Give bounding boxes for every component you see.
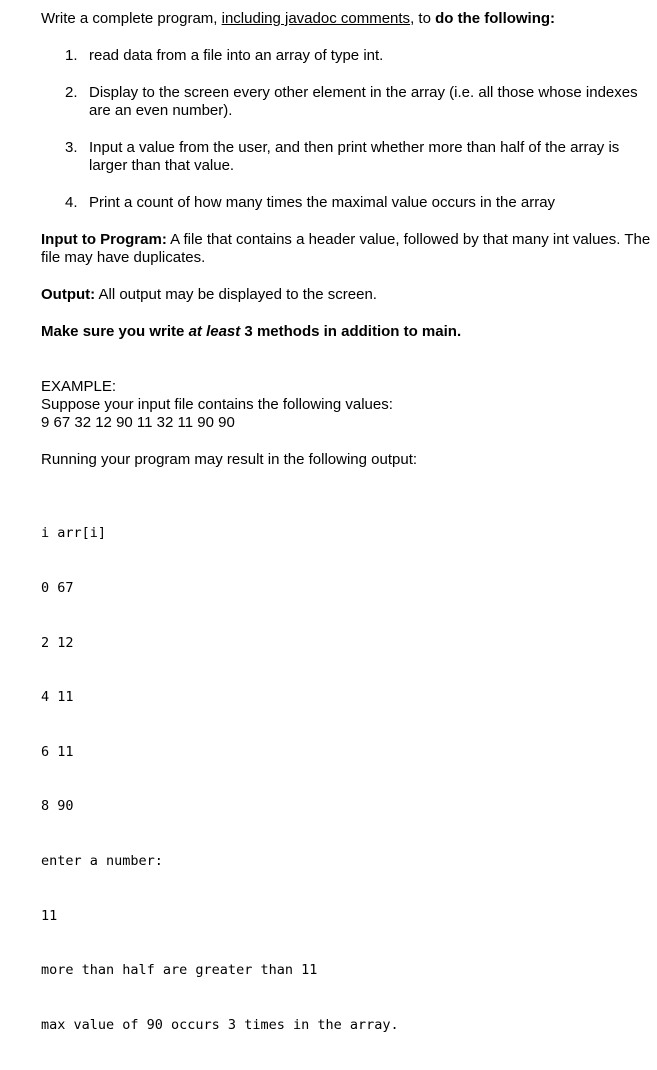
task-text: Input a value from the user, and then print whether more than half of the array is larger than that value. [89, 139, 620, 174]
input-label: Input to Program: [41, 231, 167, 248]
intro-underlined: including javadoc comments [221, 10, 411, 27]
task-number: 3. [65, 139, 78, 156]
task-number: 2. [65, 84, 78, 101]
code-line: i arr[i] [41, 525, 107, 542]
example-section [41, 378, 651, 432]
task-item [41, 47, 651, 65]
task-list [41, 47, 651, 212]
example-line-1: Suppose your input file contains the following values: [41, 396, 393, 413]
task-number: 4. [65, 194, 78, 211]
methods-emphasis: at least [188, 323, 241, 340]
task-text: Display to the screen every other element in the array (i.e. all those whose indexes are an even number). [89, 84, 638, 119]
task-text: read data from a file into an array of type int. [89, 47, 384, 64]
methods-part2: 3 methods in addition to main. [240, 323, 462, 340]
task-item [41, 139, 651, 175]
code-line: 4 11 [41, 689, 74, 706]
intro-middle: , to [410, 10, 436, 27]
running-paragraph: Running your program may result in the following output: [41, 451, 418, 468]
example-heading: EXAMPLE: [41, 378, 117, 395]
code-line: enter a number: [41, 852, 163, 869]
methods-paragraph [41, 323, 651, 341]
intro-paragraph [41, 10, 651, 28]
methods-part1: Make sure you write [41, 323, 189, 340]
code-line: more than half are greater than 11 [41, 962, 318, 979]
intro-prefix: Write a complete program, [41, 10, 222, 27]
task-text: Print a count of how many times the maximal value occurs in the array [89, 194, 556, 211]
code-line: 0 67 [41, 580, 74, 596]
task-number: 1. [65, 47, 78, 64]
code-line: 2 12 [41, 634, 74, 651]
code-line: 6 11 [41, 743, 74, 760]
input-paragraph [41, 231, 651, 267]
intro-bold: do the following: [435, 10, 556, 27]
task-item [41, 84, 651, 120]
output-label: Output: [41, 286, 96, 303]
code-line: 11 [41, 907, 58, 924]
sample-output-code [41, 488, 651, 1070]
code-line: max value of 90 occurs 3 times in the array. [41, 1016, 399, 1033]
example-values: 9 67 32 12 90 11 32 11 90 90 [41, 414, 235, 431]
output-text: All output may be displayed to the screen. [95, 286, 377, 303]
task-item [41, 194, 651, 212]
output-paragraph [41, 286, 651, 304]
code-line: 8 90 [41, 798, 74, 815]
assignment-document [41, 10, 651, 1070]
input-text: A file that contains a header value, followed by that many int values. The file may have duplicates. [41, 231, 651, 266]
